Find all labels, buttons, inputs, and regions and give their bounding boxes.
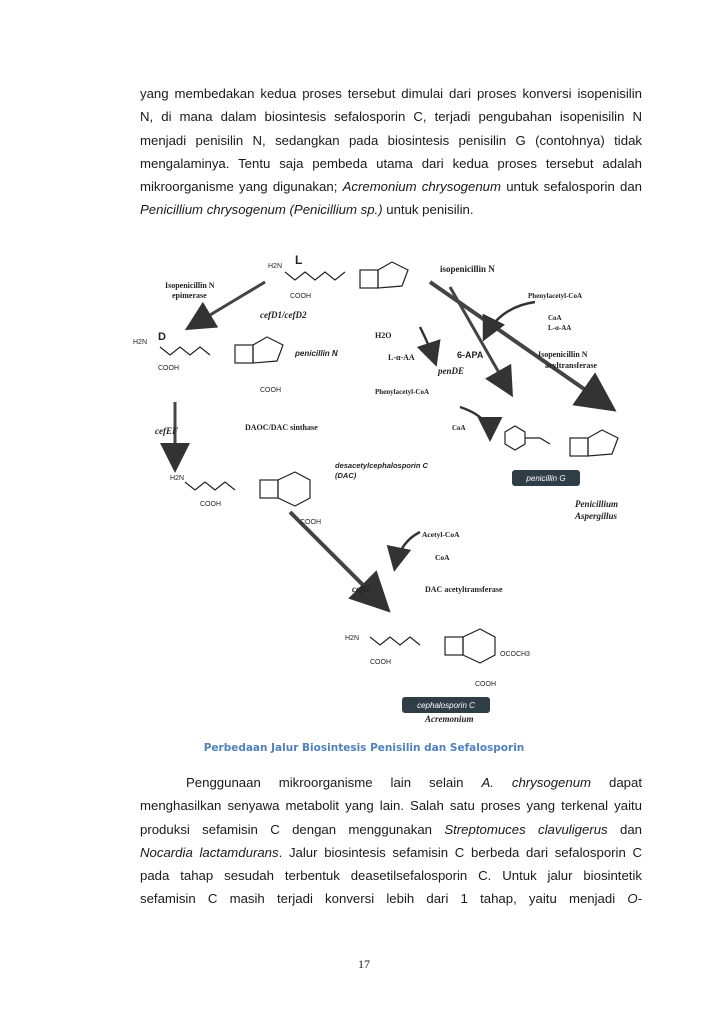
- biosynthesis-pathway-figure: [130, 242, 650, 722]
- text-line: [140, 175, 642, 198]
- label-6-apa: 6-APA: [457, 350, 484, 360]
- species-name: A. chrysogenum: [481, 775, 592, 790]
- label-dac-acetyltransferase: DAC acetyltransferase: [425, 585, 503, 594]
- label-h2n: H2N: [133, 339, 148, 346]
- text-line: [140, 887, 642, 910]
- label-dac-l2: (DAC): [335, 471, 357, 480]
- label-coa-top: CoA: [548, 314, 562, 322]
- label-penicillium: Penicillium: [575, 499, 619, 509]
- molecule-isopenicillin-n: [285, 262, 408, 288]
- text-span: menjadi penisilin N, sedangkan pada biosintesis penisilin G (contohnya) tidak: [140, 132, 642, 148]
- text-span: produksi sefamisin C dengan menggunakan: [140, 821, 445, 837]
- text-line: [140, 152, 642, 175]
- label-ococh3: OCOCH3: [500, 651, 530, 658]
- text-span: Penggunaan mikroorganisme lain selain: [186, 775, 482, 790]
- label-h2n: H2N: [268, 263, 283, 270]
- label-coa-low: CoA: [435, 553, 450, 562]
- label-phenylacetyl-coa-top: Phenylacetyl-CoA: [528, 292, 583, 300]
- molecule-penicillin-g: [505, 426, 618, 456]
- label-daoc-dac: DAOC/DAC sinthase: [245, 423, 318, 432]
- arrow-to-cephc: [290, 512, 385, 607]
- label-dac-l1: desacetylcephalosporin C: [335, 461, 428, 470]
- label-epimerase-l1: Isopenicillin N: [165, 281, 215, 290]
- label-h2n: H2N: [345, 635, 360, 642]
- label-penicillin-g: penicillin G: [526, 474, 566, 483]
- text-line: [140, 794, 642, 817]
- text-span: . Jalur biosintesis sefamisin C berbeda dari sefalosporin C: [278, 844, 642, 860]
- label-isopenicillin-n: isopenicillin N: [440, 264, 495, 274]
- label-epimerase-l2: epimerase: [172, 291, 207, 300]
- label-acyltransferase-l1: Isopenicillin N: [538, 350, 588, 359]
- arrow-phenylacetyl-mid: [460, 407, 490, 437]
- text-span: yang membedakan kedua proses tersebut dimulai dari proses konversi isopenisilin: [140, 86, 642, 101]
- text-line: [140, 818, 642, 841]
- text-line: [140, 129, 642, 152]
- text-span: mengalaminya. Tentu saja pembeda utama dari kedua proses tersebut adalah: [140, 155, 642, 171]
- text-span: dan: [607, 821, 642, 837]
- label-acyltransferase-l2: acyltransferase: [545, 361, 597, 370]
- label-l-aa-top: L-α-AA: [548, 324, 572, 332]
- label-cooh: COOH: [200, 501, 221, 508]
- label-aspergillus: Aspergillus: [575, 511, 618, 521]
- molecule-penicillin-n: [160, 337, 283, 363]
- arrow-acetyl-coa: [395, 532, 420, 567]
- paragraph-intro: [140, 82, 642, 222]
- label-cephalosporin-c: cephalosporin C: [417, 701, 475, 710]
- species-name: Penicillium chrysogenum (Penicillium sp.): [140, 202, 383, 218]
- text-span: menghasilkan senyawa metabolit yang lain. Salah satu proses yang terkenal yaitu: [140, 798, 642, 814]
- arrow-h2o: [420, 327, 435, 362]
- molecule-cephalosporin-c: [370, 629, 495, 663]
- label-pende: penDE: [438, 366, 465, 376]
- label-cooh: COOH: [158, 365, 179, 372]
- label-coa-mid: CoA: [452, 424, 466, 432]
- text-span: untuk penisilin.: [382, 202, 474, 218]
- label-cefg: cefG: [352, 584, 370, 594]
- label-cooh: COOH: [300, 519, 321, 526]
- label-penicillin-n: penicillin N: [295, 349, 338, 358]
- paragraph-body: [140, 771, 642, 911]
- label-cooh: COOH: [370, 659, 391, 666]
- text-line: [140, 771, 642, 794]
- pathway-diagram: [130, 242, 650, 722]
- arrow-phenylacetyl-top: [485, 302, 535, 337]
- label-cooh: COOH: [260, 387, 281, 394]
- text-line: [140, 864, 642, 887]
- text-span: mikroorganisme yang digunakan;: [140, 179, 343, 195]
- species-name: Acremonium chrysogenum: [342, 179, 501, 195]
- text-span: N, di mana dalam biosintesis sefalosporin C, terjadi pengubahan isopenisilin N: [140, 109, 642, 125]
- label-l-aa: L-α-AA: [388, 353, 415, 362]
- figure-caption: Perbedaan Jalur Biosintesis Penisilin dan Sefalosporin: [203, 742, 525, 754]
- label-cooh: COOH: [475, 681, 496, 688]
- text-line: [140, 841, 642, 864]
- text-line: [140, 82, 642, 105]
- arrow-to-6apa: [450, 287, 510, 392]
- text-span: sefamisin C masih terjadi konversi lebih dari 1 tahap, yaitu menjadi: [140, 891, 628, 907]
- species-name: Nocardia lactamdurans: [140, 844, 279, 860]
- label-cooh: COOH: [290, 293, 311, 300]
- label-h2o: H2O: [375, 331, 392, 340]
- text-span: pada tahap sesudah terbentuk deasetilsefalosporin C. Untuk jalur biosintetik: [140, 868, 642, 884]
- label-phenylacetyl-coa-mid: Phenylacetyl-CoA: [375, 388, 430, 396]
- text-span: O-: [627, 891, 642, 907]
- species-name: Streptomuces clavuligerus: [444, 821, 608, 837]
- label-cefef: cefEF: [155, 426, 178, 436]
- label-cefd: cefD1/cefD2: [260, 310, 307, 320]
- label-acetyl-coa: Acetyl-CoA: [422, 530, 460, 539]
- label-acremonium: Acremonium: [425, 714, 474, 722]
- label-D: D: [158, 331, 166, 343]
- text-line: [140, 198, 642, 221]
- label-L: L: [295, 253, 303, 267]
- label-h2n: H2N: [170, 475, 185, 482]
- page-number: 17: [358, 957, 370, 971]
- text-span: dapat: [591, 775, 642, 790]
- text-line: [140, 105, 642, 128]
- text-span: untuk sefalosporin dan: [500, 179, 642, 195]
